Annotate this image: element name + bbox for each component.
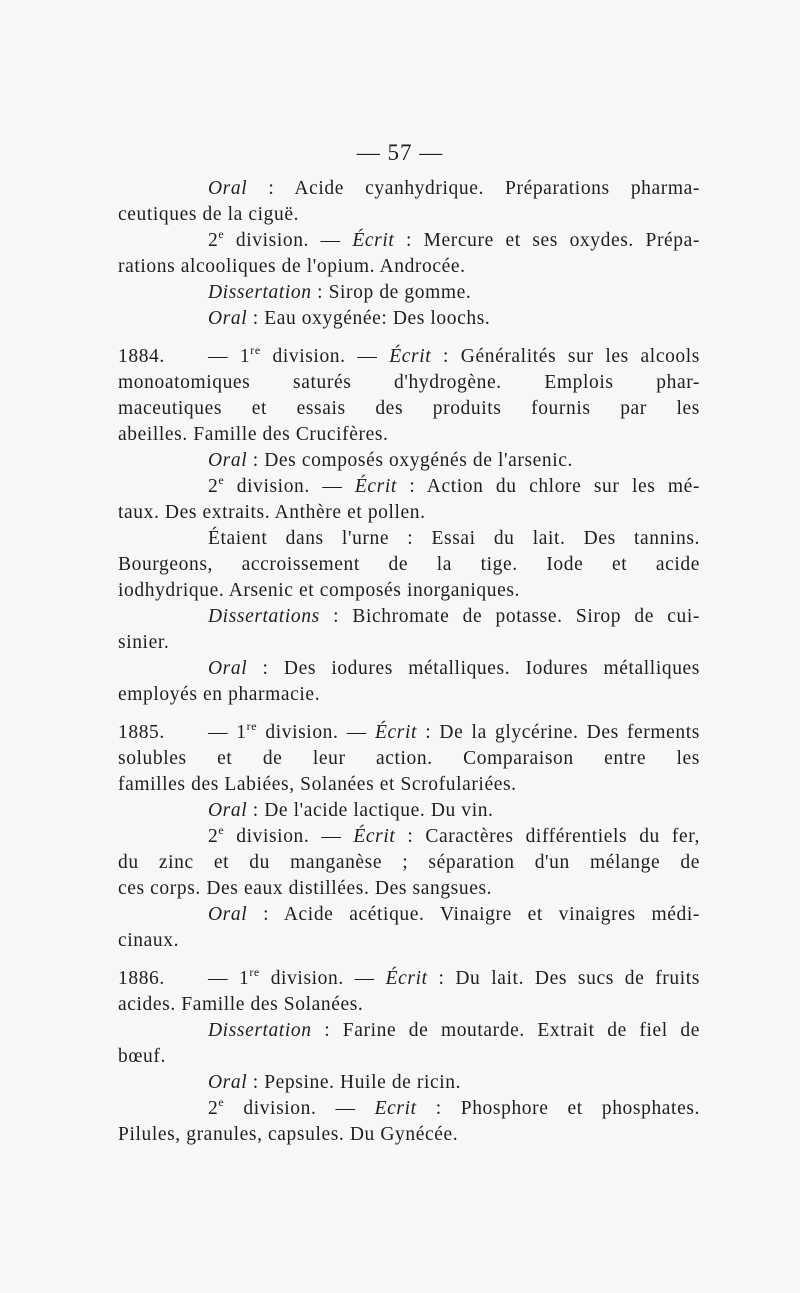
italic-term: Oral	[208, 1072, 248, 1093]
text-line	[118, 254, 700, 280]
text-line	[208, 306, 700, 332]
italic-term: Écrit	[354, 476, 397, 497]
text-line	[118, 370, 700, 396]
text-segment: : Bichromate de potasse. Sirop de cui-	[319, 606, 700, 627]
ordinal-superscript: e	[218, 823, 225, 837]
text-segment: : Sirop de gomme.	[311, 282, 472, 303]
year-label: 1886.	[118, 968, 165, 989]
ordinal-superscript: re	[250, 343, 261, 357]
text-line	[118, 746, 700, 772]
italic-term: Écrit	[353, 826, 396, 847]
text-line	[118, 630, 700, 656]
text-line	[118, 578, 700, 604]
text-block	[118, 176, 700, 1148]
text-segment: : Mercure et ses oxydes. Prépa-	[394, 230, 700, 251]
text-segment: : Action du chlore sur les mé-	[396, 476, 700, 497]
text-segment: : Des iodures métalliques. Iodures métalliques	[247, 658, 700, 679]
text-segment: taux. Des extraits. Anthère et pollen.	[118, 502, 426, 523]
ordinal-superscript: re	[249, 965, 260, 979]
text-line	[208, 720, 700, 746]
text-line	[208, 824, 700, 850]
paragraph	[118, 176, 700, 332]
paragraph	[118, 343, 700, 708]
text-segment: : Généralités sur les alcools	[431, 346, 700, 367]
text-line	[118, 992, 700, 1018]
text-line	[208, 966, 700, 992]
text-segment: division. —	[224, 1098, 375, 1119]
text-segment: : Acide acétique. Vinaigre et vinaigres médi-	[247, 904, 700, 925]
text-line	[118, 772, 700, 798]
text-line	[118, 396, 700, 422]
page-number: — 57 —	[356, 140, 444, 165]
text-segment: cinaux.	[118, 930, 180, 951]
text-segment: division. —	[224, 476, 355, 497]
text-line	[208, 1070, 700, 1096]
text-line	[208, 474, 700, 500]
text-segment: rations alcooliques de l'opium. Androcée.	[118, 256, 466, 277]
text-segment: division. —	[224, 826, 354, 847]
text-segment: 2	[208, 1098, 219, 1119]
text-line	[118, 1044, 700, 1070]
text-segment: employés en pharmacie.	[118, 684, 321, 705]
text-line	[208, 798, 700, 824]
text-segment: — 1	[208, 722, 247, 743]
year-label: 1885.	[118, 722, 165, 743]
paragraph	[118, 965, 700, 1148]
italic-term: Oral	[208, 450, 248, 471]
text-segment: : Pepsine. Huile de ricin.	[247, 1072, 462, 1093]
italic-term: Écrit	[385, 968, 428, 989]
text-line	[208, 1096, 700, 1122]
ordinal-superscript: e	[218, 1095, 225, 1109]
text-line	[118, 928, 700, 954]
year-label: 1884.	[118, 346, 165, 367]
text-segment: : Eau oxygénée: Des loochs.	[247, 308, 491, 329]
text-line	[208, 604, 700, 630]
italic-term: Écrit	[375, 722, 417, 743]
text-segment: — 1	[208, 968, 250, 989]
italic-term: Écrit	[389, 346, 432, 367]
text-segment: abeilles. Famille des Crucifères.	[118, 424, 389, 445]
text-segment: division. —	[260, 346, 390, 367]
italic-term: Dissertation	[208, 282, 312, 303]
italic-term: Oral	[208, 800, 248, 821]
text-segment: division. —	[257, 722, 375, 743]
italic-term: Ecrit	[374, 1098, 417, 1119]
text-segment: 2	[208, 826, 219, 847]
italic-term: Oral	[208, 658, 248, 679]
ordinal-superscript: re	[246, 719, 258, 733]
text-line	[208, 280, 700, 306]
text-segment: : Acide cyanhydrique. Préparations pharma-	[247, 178, 700, 199]
text-line	[208, 1018, 700, 1044]
text-segment: division. —	[224, 230, 353, 251]
text-line	[118, 422, 700, 448]
text-segment: bœuf.	[118, 1046, 166, 1067]
italic-term: Écrit	[352, 230, 395, 251]
text-line	[118, 202, 700, 228]
text-segment: solubles et de leur action. Comparaison entre les	[118, 748, 700, 769]
text-line	[208, 448, 700, 474]
italic-term: Oral	[208, 308, 248, 329]
text-line	[118, 1122, 700, 1148]
text-segment: : Des composés oxygénés de l'arsenic.	[247, 450, 574, 471]
text-segment: : De l'acide lactique. Du vin.	[247, 800, 494, 821]
text-segment: division. —	[259, 968, 386, 989]
text-line	[118, 876, 700, 902]
text-segment: maceutiques et essais des produits fournis par les	[118, 398, 700, 419]
text-segment: 2	[208, 230, 219, 251]
italic-term: Dissertations	[208, 606, 320, 627]
text-segment: : De la glycérine. Des ferments	[417, 722, 700, 743]
text-line	[208, 526, 700, 552]
text-segment: : Du lait. Des sucs de fruits	[427, 968, 700, 989]
ordinal-superscript: e	[218, 227, 225, 241]
text-line	[118, 682, 700, 708]
text-line	[208, 902, 700, 928]
text-segment: du zinc et du manganèse ; séparation d'un mélange de	[118, 852, 700, 873]
text-line	[118, 500, 700, 526]
text-line	[118, 552, 700, 578]
text-segment: : Phosphore et phosphates.	[416, 1098, 700, 1119]
italic-term: Dissertation	[208, 1020, 312, 1041]
text-segment: Bourgeons, accroissement de la tige. Iode et acide	[118, 554, 700, 575]
text-segment: — 1	[208, 346, 251, 367]
italic-term: Oral	[208, 904, 248, 925]
text-line	[208, 344, 700, 370]
text-segment: ceutiques de la ciguë.	[118, 204, 300, 225]
text-line	[208, 228, 700, 254]
text-segment: ces corps. Des eaux distillées. Des sangsues.	[118, 878, 493, 899]
text-line	[118, 850, 700, 876]
italic-term: Oral	[208, 178, 248, 199]
text-segment: : Caractères différentiels du fer,	[395, 826, 700, 847]
ordinal-superscript: e	[218, 473, 225, 487]
text-segment: acides. Famille des Solanées.	[118, 994, 364, 1015]
text-segment: 2	[208, 476, 219, 497]
paragraph	[118, 719, 700, 954]
text-line	[208, 176, 700, 202]
text-segment: Pilules, granules, capsules. Du Gynécée.	[118, 1124, 459, 1145]
text-segment: Étaient dans l'urne : Essai du lait. Des tannins.	[208, 528, 700, 549]
text-segment: familles des Labiées, Solanées et Scrofulariées.	[118, 774, 517, 795]
text-segment: monoatomiques saturés d'hydrogène. Emplois phar-	[118, 372, 700, 393]
text-line	[208, 656, 700, 682]
text-segment: iodhydrique. Arsenic et composés inorganiques.	[118, 580, 521, 601]
text-segment: : Farine de moutarde. Extrait de fiel de	[311, 1020, 700, 1041]
text-segment: sinier.	[118, 632, 170, 653]
